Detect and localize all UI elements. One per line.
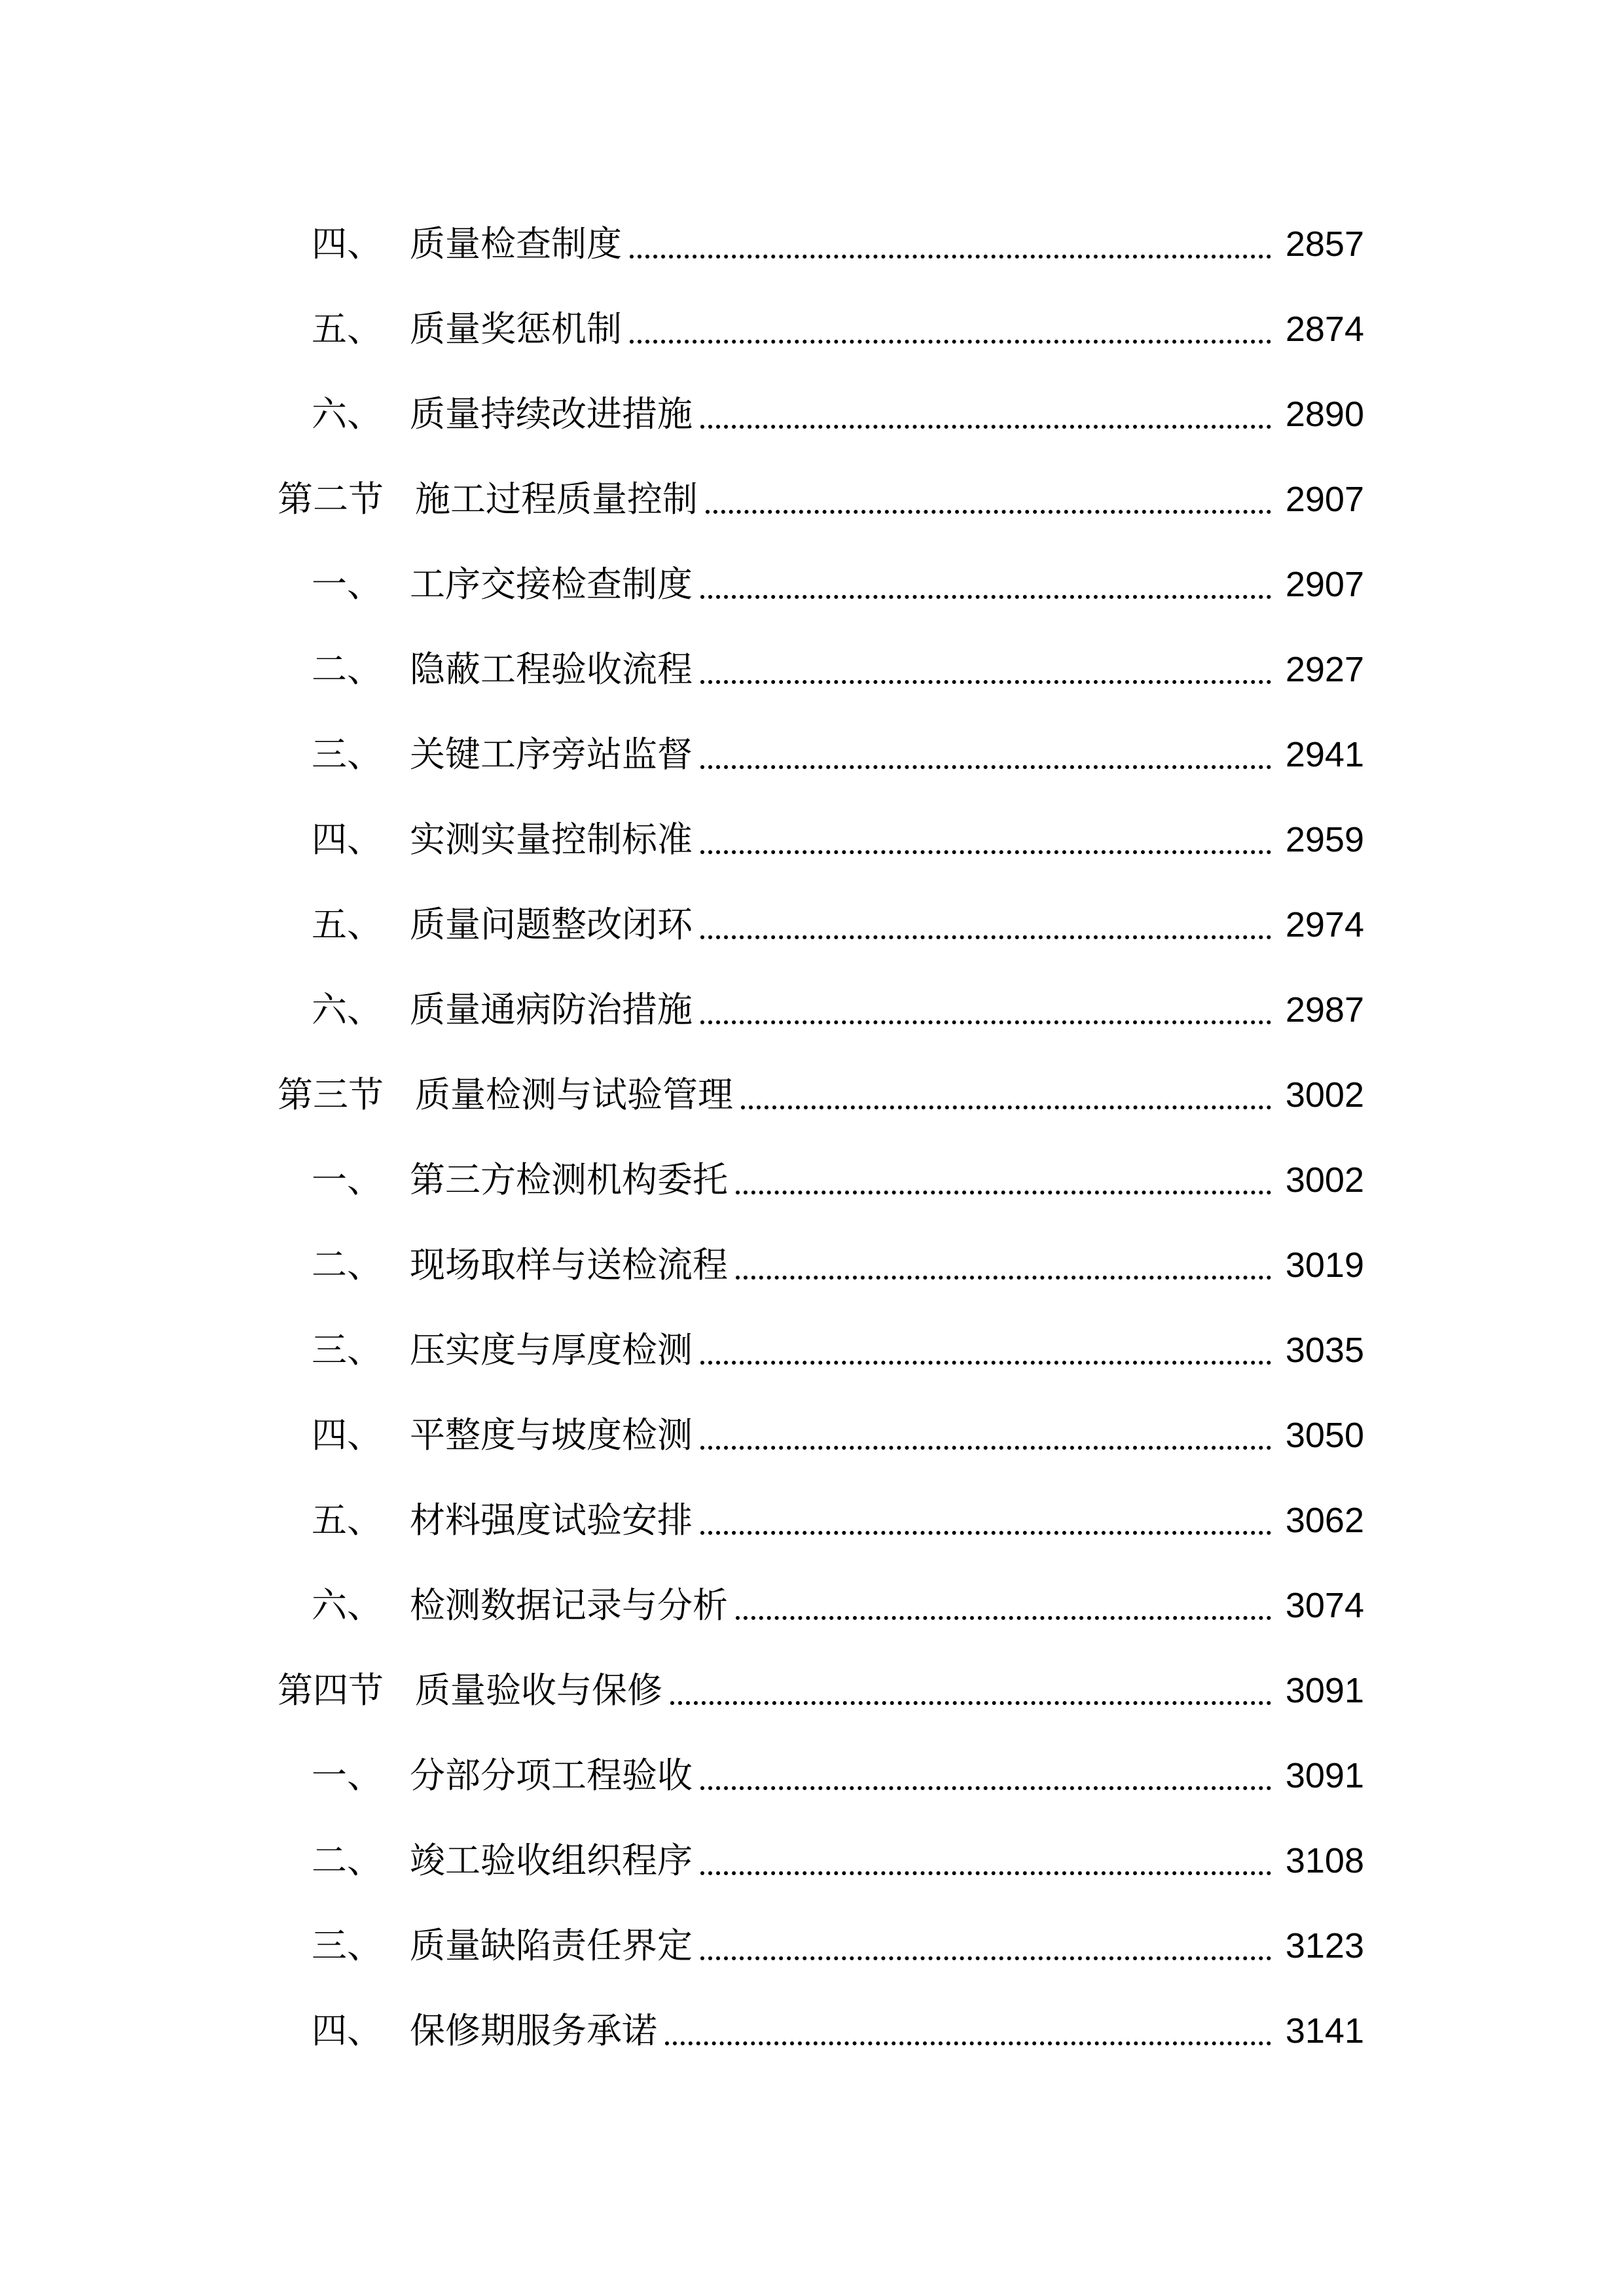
toc-entry[interactable] <box>0 388 1624 440</box>
dot-leader <box>700 1446 1271 1450</box>
toc-page-number: 3091 <box>1285 1756 1364 1795</box>
toc-entry[interactable] <box>0 1920 1624 1972</box>
toc-title: 材料强度试验安排 <box>410 1499 693 1541</box>
toc-page-number: 3035 <box>1285 1331 1364 1370</box>
toc-numeral: 三、 <box>312 1329 382 1371</box>
toc-title: 质量检查制度 <box>410 223 622 264</box>
toc-page-number: 2959 <box>1285 820 1364 859</box>
toc-entry[interactable] <box>0 814 1624 866</box>
toc-section-title: 质量验收与保修 <box>415 1670 662 1711</box>
toc-numeral: 五、 <box>312 1499 382 1541</box>
dot-leader <box>741 1105 1271 1109</box>
toc-page-number: 3050 <box>1285 1416 1364 1455</box>
toc-numeral: 六、 <box>312 989 382 1030</box>
toc-page-number: 3091 <box>1285 1671 1364 1710</box>
toc-section-title: 施工过程质量控制 <box>415 478 698 520</box>
dot-leader <box>706 510 1271 514</box>
toc-entry[interactable] <box>0 1579 1624 1632</box>
toc-section-entry[interactable] <box>0 1664 1624 1717</box>
toc-title: 质量问题整改闭环 <box>410 904 693 945</box>
toc-title: 分部分项工程验收 <box>410 1755 693 1796</box>
dot-leader <box>700 680 1271 684</box>
toc-page-number: 2857 <box>1285 224 1364 264</box>
toc-title: 质量奖惩机制 <box>410 308 622 350</box>
toc-entry[interactable] <box>0 1494 1624 1547</box>
toc-entry[interactable] <box>0 728 1624 781</box>
toc-title: 竣工验收组织程序 <box>410 1840 693 1881</box>
toc-numeral: 二、 <box>312 649 382 690</box>
toc-page-number: 2874 <box>1285 310 1364 349</box>
toc-title: 关键工序旁站监督 <box>410 734 693 775</box>
toc-entry[interactable] <box>0 303 1624 355</box>
toc-numeral: 三、 <box>312 734 382 775</box>
toc-page-number: 3019 <box>1285 1246 1364 1285</box>
dot-leader <box>736 1191 1271 1194</box>
toc-page-number: 3141 <box>1285 2011 1364 2051</box>
toc-title: 现场取样与送检流程 <box>410 1244 728 1285</box>
toc-entry[interactable] <box>0 2005 1624 2057</box>
dot-leader <box>700 935 1271 939</box>
toc-title: 平整度与坡度检测 <box>410 1414 693 1456</box>
toc-section-numeral: 第四节 <box>278 1670 384 1711</box>
dot-leader <box>700 1871 1271 1875</box>
toc-title: 质量持续改进措施 <box>410 393 693 435</box>
toc-page-number: 3062 <box>1285 1501 1364 1540</box>
toc-page-number: 2987 <box>1285 990 1364 1030</box>
toc-numeral: 六、 <box>312 1585 382 1626</box>
toc-page-number: 3074 <box>1285 1586 1364 1625</box>
dot-leader <box>736 1616 1271 1620</box>
toc-section-numeral: 第三节 <box>278 1074 384 1115</box>
toc-title: 质量缺陷责任界定 <box>410 1925 693 1966</box>
dot-leader <box>670 1701 1271 1705</box>
toc-numeral: 六、 <box>312 393 382 435</box>
toc-entry[interactable] <box>0 984 1624 1036</box>
toc-page-number: 2927 <box>1285 650 1364 689</box>
dot-leader <box>736 1276 1271 1280</box>
toc-entry[interactable] <box>0 643 1624 696</box>
toc-numeral: 四、 <box>312 819 382 860</box>
toc-numeral: 三、 <box>312 1925 382 1966</box>
dot-leader <box>630 340 1271 344</box>
toc-entry[interactable] <box>0 1239 1624 1291</box>
dot-leader <box>700 1531 1271 1535</box>
toc-entry[interactable] <box>0 899 1624 951</box>
toc-entry[interactable] <box>0 558 1624 611</box>
toc-page-number: 3108 <box>1285 1841 1364 1880</box>
toc-section-title: 质量检测与试验管理 <box>415 1074 733 1115</box>
toc-title: 检测数据记录与分析 <box>410 1585 728 1626</box>
toc-page-number: 2941 <box>1285 735 1364 774</box>
toc-page-number: 2890 <box>1285 395 1364 434</box>
toc-page-number: 2907 <box>1285 565 1364 604</box>
toc-page-number: 3002 <box>1285 1075 1364 1115</box>
toc-title: 第三方检测机构委托 <box>410 1159 728 1200</box>
toc-numeral: 五、 <box>312 904 382 945</box>
toc-entry[interactable] <box>0 1154 1624 1206</box>
toc-title: 保修期服务承诺 <box>410 2010 657 2051</box>
toc-numeral: 一、 <box>312 564 382 605</box>
toc-numeral: 二、 <box>312 1840 382 1881</box>
dot-leader <box>665 2041 1271 2045</box>
toc-title: 工序交接检查制度 <box>410 564 693 605</box>
dot-leader <box>700 850 1271 854</box>
toc-entry[interactable] <box>0 218 1624 270</box>
toc-entry[interactable] <box>0 1409 1624 1462</box>
dot-leader <box>700 765 1271 769</box>
dot-leader <box>700 1361 1271 1365</box>
toc-numeral: 一、 <box>312 1159 382 1200</box>
toc-entry[interactable] <box>0 1324 1624 1376</box>
toc-title: 质量通病防治措施 <box>410 989 693 1030</box>
toc-numeral: 四、 <box>312 223 382 264</box>
dot-leader <box>700 595 1271 599</box>
toc-page-number: 2974 <box>1285 905 1364 944</box>
dot-leader <box>630 255 1271 259</box>
toc-title: 隐蔽工程验收流程 <box>410 649 693 690</box>
toc-numeral: 二、 <box>312 1244 382 1285</box>
toc-numeral: 四、 <box>312 1414 382 1456</box>
toc-page-number: 3002 <box>1285 1160 1364 1200</box>
toc-title: 实测实量控制标准 <box>410 819 693 860</box>
toc-numeral: 一、 <box>312 1755 382 1796</box>
dot-leader <box>700 425 1271 429</box>
toc-page-number: 2907 <box>1285 480 1364 519</box>
toc-title: 压实度与厚度检测 <box>410 1329 693 1371</box>
toc-numeral: 四、 <box>312 2010 382 2051</box>
toc-entry[interactable] <box>0 1749 1624 1802</box>
toc-section-entry[interactable] <box>0 1069 1624 1121</box>
dot-leader <box>700 1956 1271 1960</box>
toc-numeral: 五、 <box>312 308 382 350</box>
toc-entry[interactable] <box>0 1835 1624 1887</box>
toc-section-entry[interactable] <box>0 473 1624 526</box>
toc-page-number: 3123 <box>1285 1926 1364 1965</box>
dot-leader <box>700 1020 1271 1024</box>
dot-leader <box>700 1786 1271 1790</box>
toc-section-numeral: 第二节 <box>278 478 384 520</box>
